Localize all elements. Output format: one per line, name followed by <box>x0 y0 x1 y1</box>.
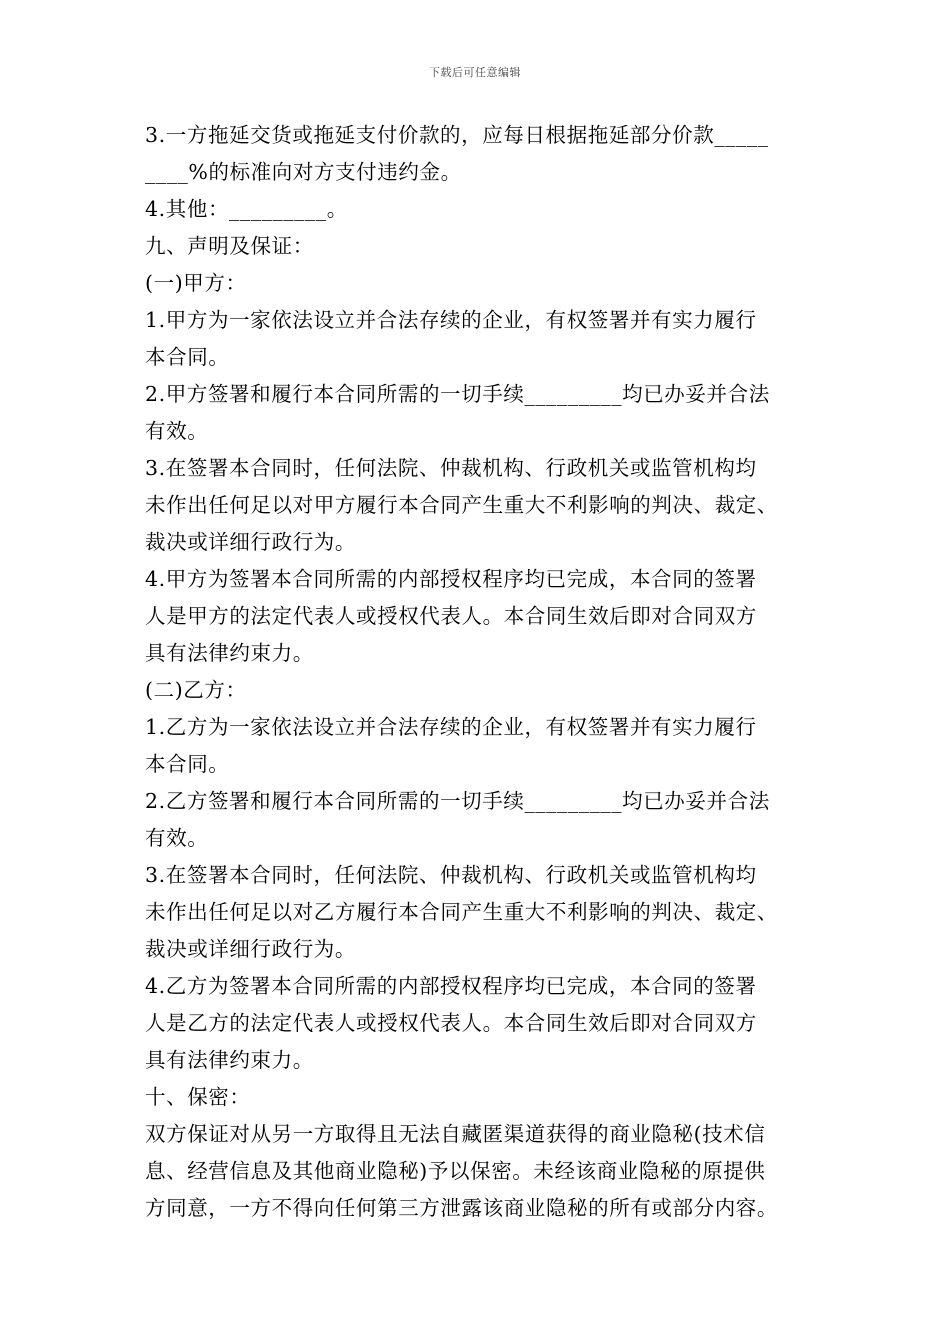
text-line: 方同意，一方不得向任何第三方泄露该商业隐秘的所有或部分内容。 <box>145 1196 778 1220</box>
text-line: 裁决或详细行政行为。 <box>145 530 356 554</box>
text-line: 双方保证对从另一方取得且无法自藏匿渠道获得的商业隐秘(技术信 <box>145 1122 766 1146</box>
text-line: 裁决或详细行政行为。 <box>145 937 356 961</box>
text-line: ____%的标准向对方支付违约金。 <box>145 160 462 184</box>
text-line: 4.其他：_________。 <box>145 197 348 221</box>
text-line: 3.在签署本合同时，任何法院、仲裁机构、行政机关或监管机构均 <box>145 863 757 887</box>
section-heading: 十、保密： <box>145 1085 251 1109</box>
text-line: 本合同。 <box>145 345 230 369</box>
text-line: 本合同。 <box>145 752 230 776</box>
subsection-heading: (二)乙方： <box>145 678 247 702</box>
text-line: 人是乙方的法定代表人或授权代表人。本合同生效后即对合同双方 <box>145 1011 757 1035</box>
text-line: 3.在签署本合同时，任何法院、仲裁机构、行政机关或监管机构均 <box>145 456 757 480</box>
text-line: 未作出任何足以对乙方履行本合同产生重大不利影响的判决、裁定、 <box>145 900 778 924</box>
text-line: 3.一方拖延交货或拖延支付价款的，应每日根据拖延部分价款_____ <box>145 123 769 147</box>
text-line: 2.甲方签署和履行本合同所需的一切手续_________均已办妥并合法 <box>145 382 770 406</box>
section-heading: 九、声明及保证： <box>145 234 314 258</box>
text-line: 1.甲方为一家依法设立并合法存续的企业，有权签署并有实力履行 <box>145 308 757 332</box>
text-line: 未作出任何足以对甲方履行本合同产生重大不利影响的判决、裁定、 <box>145 493 778 517</box>
text-line: 4.乙方为签署本合同所需的内部授权程序均已完成，本合同的签署 <box>145 974 757 998</box>
text-line: 息、经营信息及其他商业隐秘)予以保密。未经该商业隐秘的原提供 <box>145 1159 766 1183</box>
text-line: 具有法律约束力。 <box>145 1048 314 1072</box>
document-body <box>145 117 825 1227</box>
subsection-heading: (一)甲方： <box>145 271 247 295</box>
text-line: 有效。 <box>145 419 209 443</box>
text-line: 2.乙方签署和履行本合同所需的一切手续_________均已办妥并合法 <box>145 789 770 813</box>
page-header: 下载后可任意编辑 <box>429 66 521 79</box>
text-line: 有效。 <box>145 826 209 850</box>
text-line: 具有法律约束力。 <box>145 641 314 665</box>
text-line: 4.甲方为签署本合同所需的内部授权程序均已完成，本合同的签署 <box>145 567 757 591</box>
text-line: 1.乙方为一家依法设立并合法存续的企业，有权签署并有实力履行 <box>145 715 757 739</box>
text-line: 人是甲方的法定代表人或授权代表人。本合同生效后即对合同双方 <box>145 604 757 628</box>
